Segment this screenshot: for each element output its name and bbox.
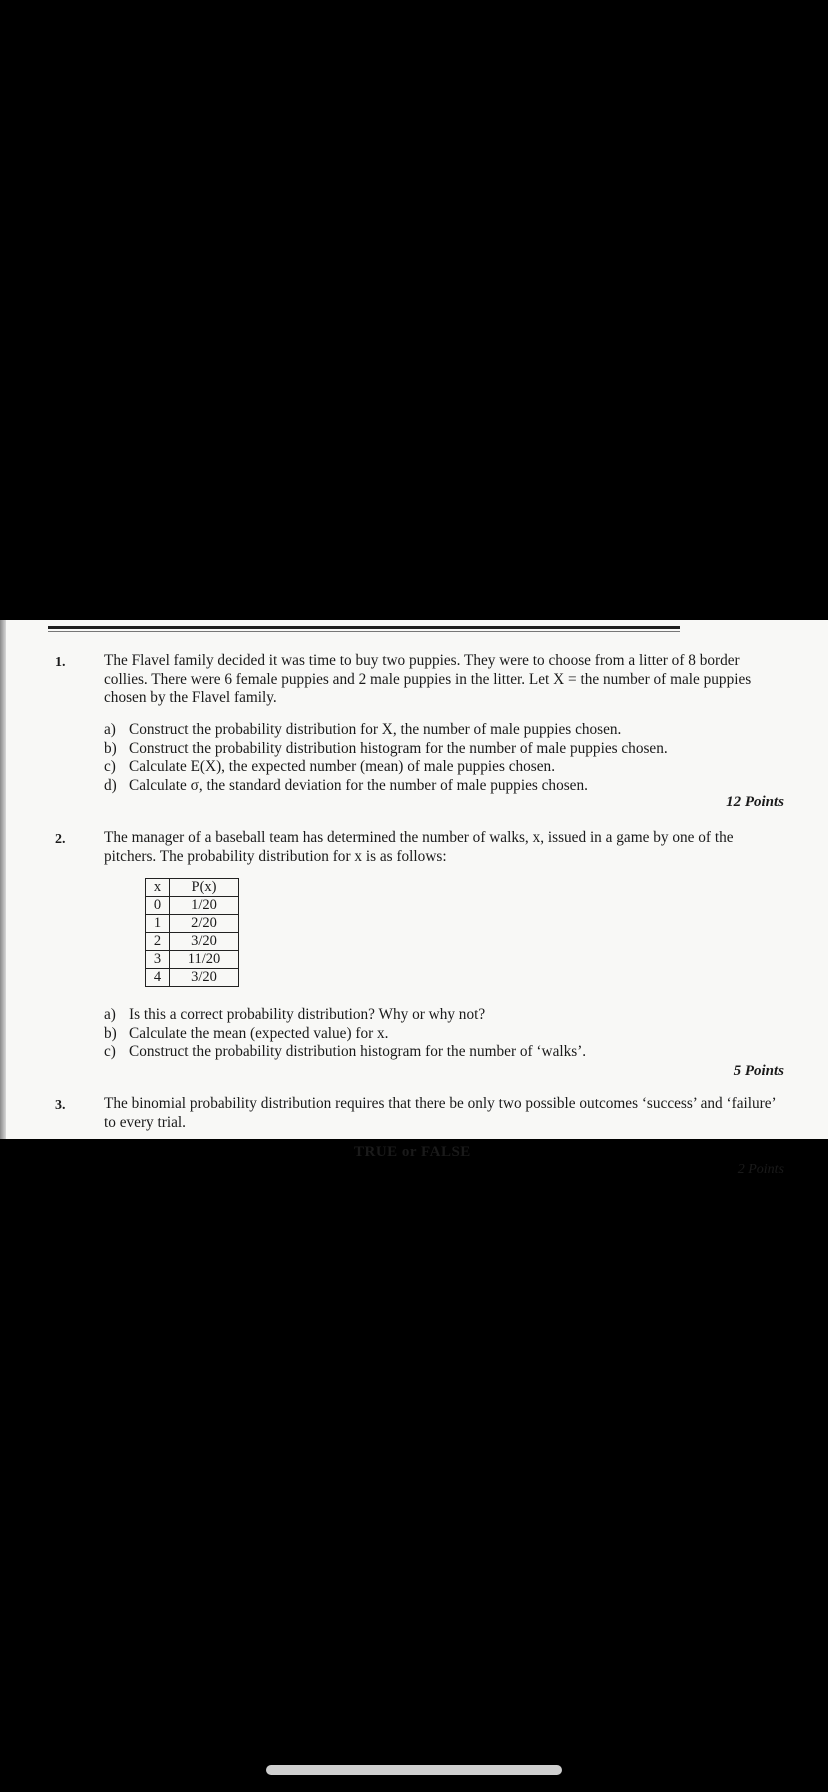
table-cell-px: 1/20 — [170, 897, 239, 915]
table-cell-px: 3/20 — [170, 969, 239, 987]
document-page — [0, 620, 828, 1177]
table-cell-px: 11/20 — [170, 951, 239, 969]
table-row — [146, 969, 239, 987]
table-header-x: x — [146, 879, 170, 897]
table-cell-px: 3/20 — [170, 933, 239, 951]
table-cell-x: 0 — [146, 897, 170, 915]
table-cell-px: 2/20 — [170, 915, 239, 933]
question-1-part-c: c) Calculate E(X), the expected number (mean) of male puppies chosen. — [104, 758, 556, 775]
question-3-text: The binomial probability distribution requires that there be only two possible outcomes ‘success’ and ‘failure’ to every trial. — [104, 1095, 776, 1131]
table-row — [146, 933, 239, 951]
question-3-number: 3. — [55, 1098, 66, 1113]
question-1-number: 1. — [55, 655, 66, 670]
table-row — [146, 951, 239, 969]
header-rule — [48, 626, 680, 629]
question-2-part-a: a) Is this a correct probability distribution? Why or why not? — [104, 1006, 486, 1023]
question-1-part-b: b) Construct the probability distribution histogram for the number of male puppies chosen. — [104, 739, 668, 757]
question-2-part-b: b) Calculate the mean (expected value) for x. — [104, 1024, 389, 1042]
home-indicator[interactable] — [266, 1765, 562, 1775]
table-cell-x: 3 — [146, 951, 170, 969]
question-2-number: 2. — [55, 832, 66, 847]
question-2-points: 5 Points — [733, 1063, 784, 1079]
table-header-row — [146, 879, 239, 897]
question-1-part-a: a) Construct the probability distribution for X, the number of male puppies chosen. — [104, 721, 622, 738]
question-2-text: The manager of a baseball team has determined the number of walks, x, issued in a game by one of the pitchers. The probability distribution for x is as follows: — [104, 829, 734, 865]
question-1-text: The Flavel family decided it was time to buy two puppies. They were to choose from a litter of 8 border collies. There were 6 female puppies and 2 male puppies in the litter. Let X = the number of male puppies chosen by the Flavel family. — [104, 652, 752, 706]
table-cell-x: 4 — [146, 969, 170, 987]
table-cell-x: 2 — [146, 933, 170, 951]
question-1-points: 12 Points — [726, 794, 784, 810]
table-row — [146, 897, 239, 915]
probability-distribution-table — [145, 878, 239, 987]
table-cell-x: 1 — [146, 915, 170, 933]
question-2-subparts — [104, 1006, 586, 1062]
table-row — [146, 915, 239, 933]
question-3-points: 2 Points — [737, 1162, 784, 1177]
table-header-px: P(x) — [170, 879, 239, 897]
page-edge-shadow — [0, 620, 6, 1139]
true-false-prompt: TRUE or FALSE — [354, 1144, 471, 1160]
question-2-part-c: c) Construct the probability distribution histogram for the number of ‘walks’. — [104, 1043, 587, 1060]
header-rule-thin — [48, 631, 680, 632]
question-1-part-d: d) Calculate σ, the standard deviation for the number of male puppies chosen. — [104, 776, 588, 794]
question-1-subparts — [104, 721, 668, 795]
